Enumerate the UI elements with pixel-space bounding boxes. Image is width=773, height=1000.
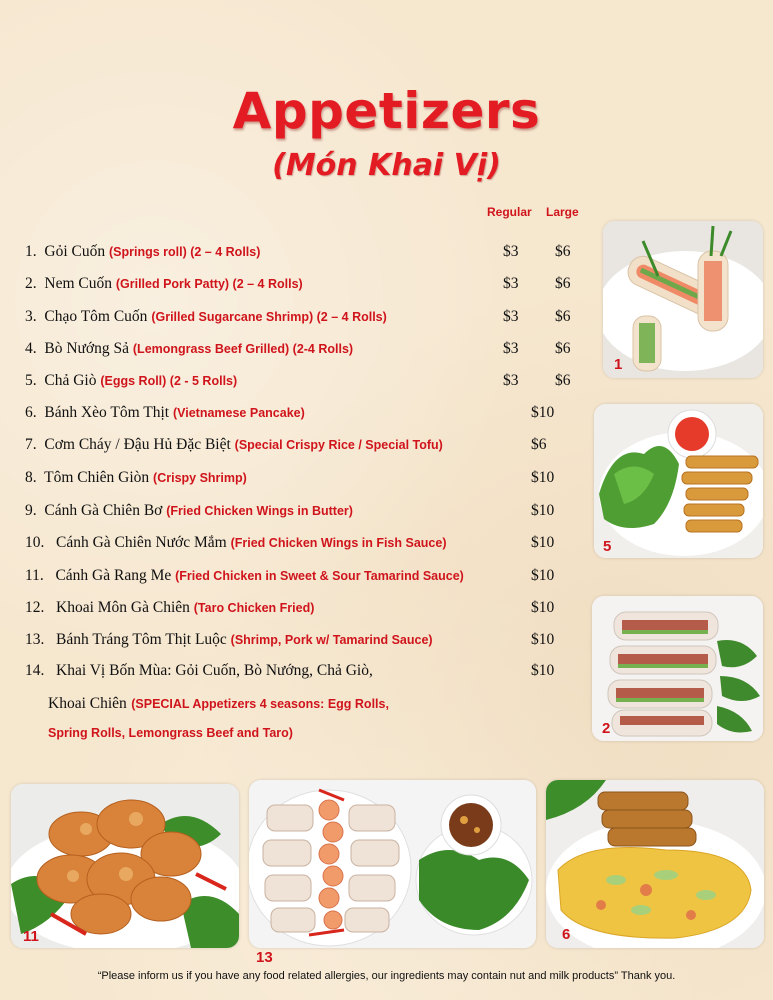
menu-item-5-large-price: $6 <box>555 372 571 389</box>
photo-label-11: 11 <box>23 928 39 945</box>
menu-item-11: 11. Cánh Gà Rang Me (Fried Chicken in Sweet & Sour Tamarind Sauce) <box>25 567 464 584</box>
menu-item-6-price: $10 <box>531 404 555 421</box>
menu-item-8-price: $10 <box>531 469 555 486</box>
photo-label-6: 6 <box>562 926 571 943</box>
menu-item-3: 3. Chạo Tôm Cuốn (Grilled Sugarcane Shrimp) (2 – 4 Rolls) <box>25 308 387 325</box>
menu-item-2: 2. Nem Cuốn (Grilled Pork Patty) (2 – 4 Rolls) <box>25 275 303 292</box>
menu-item-2-regular-price: $3 <box>503 275 519 292</box>
menu-item-8: 8. Tôm Chiên Giòn (Crispy Shrimp) <box>25 469 247 486</box>
shrimp-pork-platter-photo <box>249 780 536 948</box>
menu-item-12: 12. Khoai Môn Gà Chiên (Taro Chicken Fried) <box>25 599 315 616</box>
menu-item-14-continuation: Khoai Chiên (SPECIAL Appetizers 4 seasons: Egg Rolls, <box>48 695 389 712</box>
spring-rolls-photo <box>603 221 763 378</box>
menu-item-12-price: $10 <box>531 599 555 616</box>
menu-item-9: 9. Cánh Gà Chiên Bơ (Fried Chicken Wings in Butter) <box>25 502 353 519</box>
menu-item-7-price: $6 <box>531 436 547 453</box>
regular-column-header: Regular <box>487 205 532 219</box>
chicken-wings-photo <box>11 784 239 948</box>
menu-item-14-description: Spring Rolls, Lemongrass Beef and Taro) <box>48 726 293 740</box>
pork-rolls-photo <box>592 596 763 741</box>
menu-item-7: 7. Cơm Cháy / Đậu Hủ Đặc Biệt (Special Crispy Rice / Special Tofu) <box>25 436 443 453</box>
menu-item-1-regular-price: $3 <box>503 243 519 260</box>
egg-rolls-photo <box>594 404 763 558</box>
vietnamese-pancake-photo <box>546 780 764 948</box>
menu-item-14: 14. Khai Vị Bốn Mùa: Gỏi Cuốn, Bò Nướng, Chả Giò, <box>25 662 373 679</box>
menu-item-1-large-price: $6 <box>555 243 571 260</box>
menu-item-4-large-price: $6 <box>555 340 571 357</box>
page-subtitle: (Món Khai Vị) <box>272 148 501 183</box>
menu-item-1: 1. Gỏi Cuốn (Springs roll) (2 – 4 Rolls) <box>25 243 261 260</box>
allergy-notice: “Please inform us if you have any food related allergies, our ingredients may contain nut and milk products” Thank you. <box>97 970 676 982</box>
menu-item-5: 5. Chả Giò (Eggs Roll) (2 - 5 Rolls) <box>25 372 238 389</box>
menu-item-3-large-price: $6 <box>555 308 571 325</box>
menu-item-5-regular-price: $3 <box>503 372 519 389</box>
menu-item-10: 10. Cánh Gà Chiên Nước Mắm (Fried Chicken Wings in Fish Sauce) <box>25 534 447 551</box>
photo-label-5: 5 <box>603 538 612 555</box>
menu-item-13: 13. Bánh Tráng Tôm Thịt Luộc (Shrimp, Pork w/ Tamarind Sauce) <box>25 631 433 648</box>
photo-label-2: 2 <box>602 720 611 737</box>
menu-item-4: 4. Bò Nướng Sả (Lemongrass Beef Grilled) (2-4 Rolls) <box>25 340 354 357</box>
menu-item-14-price: $10 <box>531 662 555 679</box>
menu-item-2-large-price: $6 <box>555 275 571 292</box>
menu-item-6: 6. Bánh Xèo Tôm Thịt (Vietnamese Pancake) <box>25 404 305 421</box>
photo-label-1: 1 <box>614 356 623 373</box>
large-column-header: Large <box>546 205 579 219</box>
menu-item-13-price: $10 <box>531 631 555 648</box>
photo-label-13: 13 <box>256 949 273 966</box>
menu-item-3-regular-price: $3 <box>503 308 519 325</box>
menu-item-4-regular-price: $3 <box>503 340 519 357</box>
menu-item-11-price: $10 <box>531 567 555 584</box>
menu-item-9-price: $10 <box>531 502 555 519</box>
menu-item-10-price: $10 <box>531 534 555 551</box>
page-title: Appetizers <box>232 82 541 140</box>
